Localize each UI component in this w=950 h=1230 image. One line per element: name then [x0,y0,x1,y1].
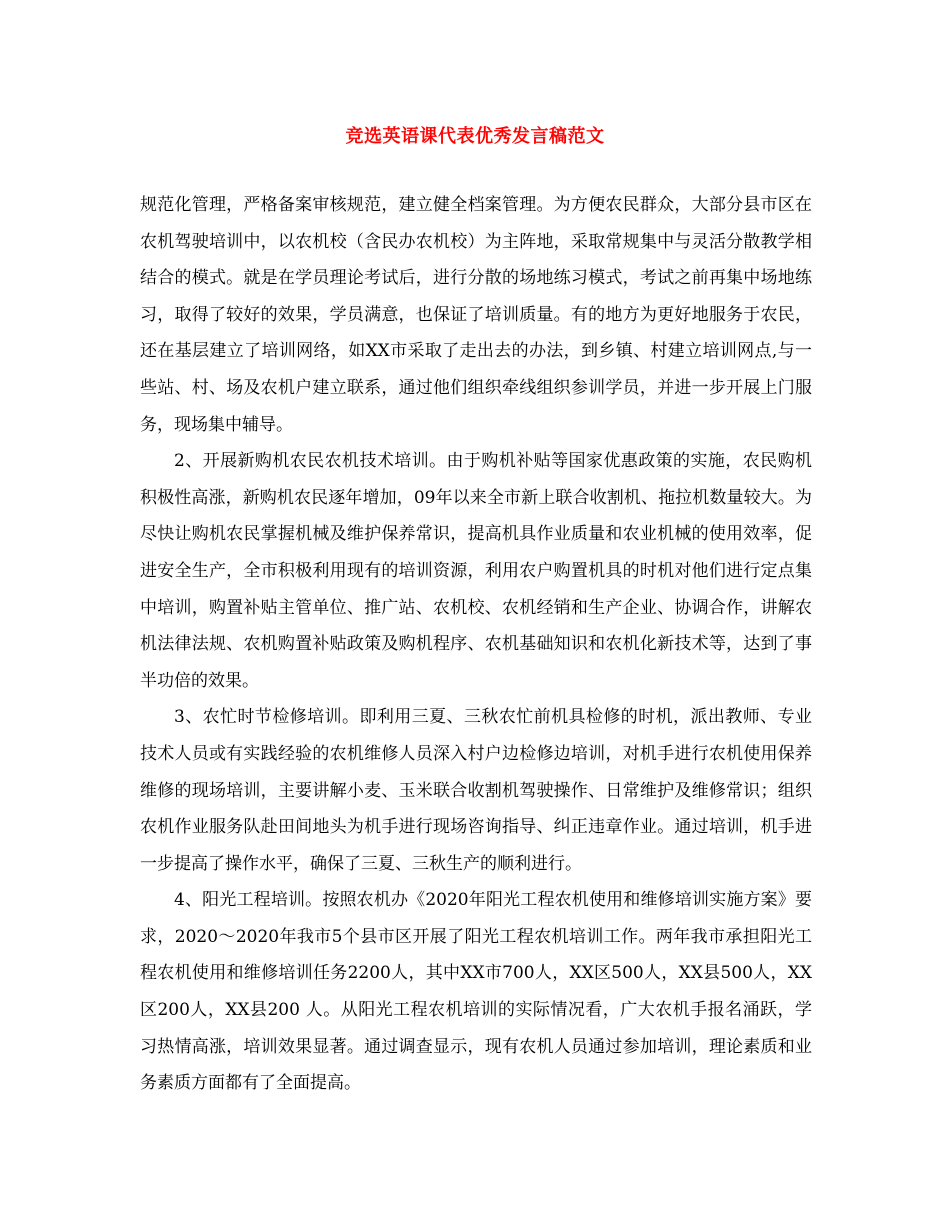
body-paragraph-1: 规范化管理，严格备案审核规范，建立健全档案管理。为方便农民群众，大部分县市区在农机驾驶培训中，以农机校（含民办农机校）为主阵地，采取常规集中与灵活分散教学相结合的模式。就是在学员理论考试后，进行分散的场地练习模式，考试之前再集中场地练习，取得了较好的效果，学员满意，也保证了培训质量。有的地方为更好地服务于农民，还在基层建立了培训网络，如XX市采取了走出去的办法，到乡镇、村建立培训网点,与一些站、村、场及农机户建立联系，通过他们组织牵线组织参训学员，并进一步开展上门服务，现场集中辅导。 [140,195,812,435]
document-title: 竞选英语课代表优秀发言稿范文 [345,126,605,147]
body-paragraph-4: 4、阳光工程培训。按照农机办《2020年阳光工程农机使用和维修培训实施方案》要求，2020～2020年我市5个县市区开展了阳光工程农机培训工作。两年我市承担阳光工程农机使用和维修培训任务2200人，其中XX市700人，XX区500人，XX县500人，XX区200人，XX县200 人。从阳光工程农机培训的实际情况看，广大农机手报名涌跃，学习热情高涨，培训效果显著。通过调查显示，现有农机人员通过参加培训，理论素质和业务素质方面都有了全面提高。 [140,890,812,1094]
body-paragraph-3: 3、农忙时节检修培训。即利用三夏、三秋农忙前机具检修的时机，派出教师、专业技术人员或有实践经验的农机维修人员深入村户边检修边培训，对机手进行农机使用保养维修的现场培训，主要讲解小麦、玉米联合收割机驾驶操作、日常维护及维修常识；组织农机作业服务队赴田间地头为机手进行现场咨询指导、纠正违章作业。通过培训，机手进一步提高了操作水平，确保了三夏、三秋生产的顺利进行。 [140,707,812,874]
body-paragraph-2: 2、开展新购机农民农机技术培训。由于购机补贴等国家优惠政策的实施，农民购机积极性高涨，新购机农民逐年增加，09年以来全市新上联合收割机、拖拉机数量较大。为尽快让购机农民掌握机械及维护保养常识，提高机具作业质量和农业机械的使用效率，促进安全生产，全市积极利用现有的培训资源，利用农户购置机具的时机对他们进行定点集中培训，购置补贴主管单位、推广站、农机校、农机经销和生产企业、协调合作，讲解农机法律法规、农机购置补贴政策及购机程序、农机基础知识和农机化新技术等，达到了事半功倍的效果。 [140,451,812,691]
document-body [140,187,812,1102]
